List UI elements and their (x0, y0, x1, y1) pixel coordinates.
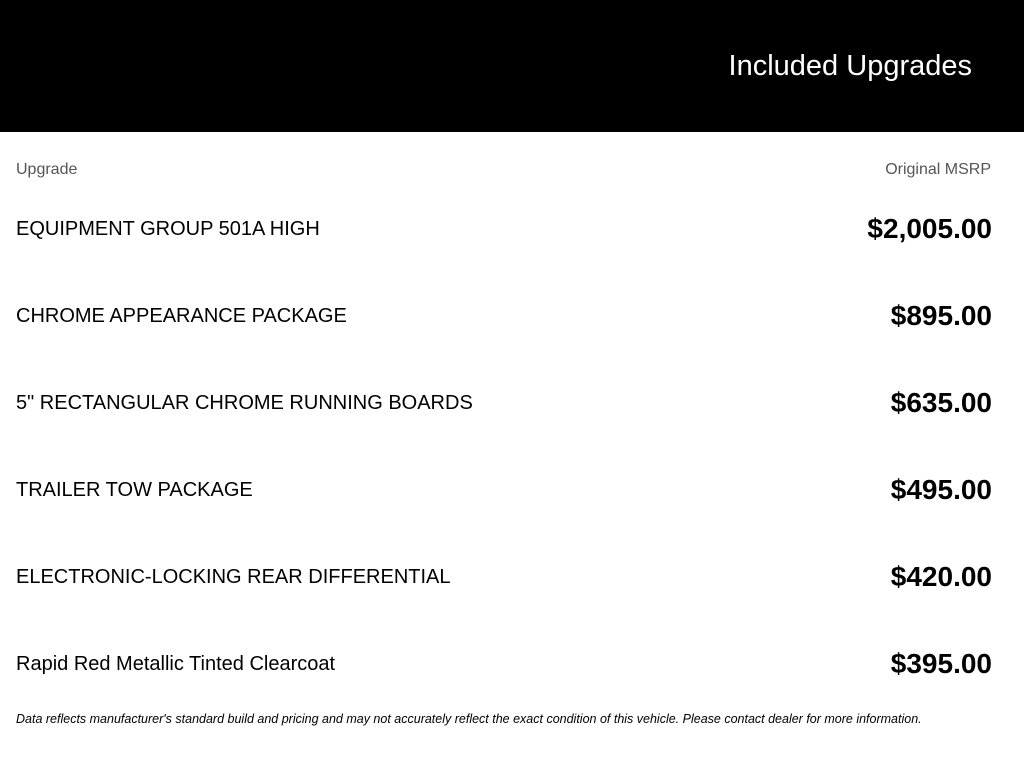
upgrade-price: $495.00 (890, 474, 992, 505)
upgrade-row (16, 445, 992, 532)
upgrade-name: Rapid Red Metallic Tinted Clearcoat (16, 653, 336, 675)
upgrade-name: CHROME APPEARANCE PACKAGE (16, 305, 347, 327)
upgrade-price: $395.00 (890, 648, 992, 679)
upgrade-row (16, 358, 992, 445)
upgrades-list (16, 184, 992, 706)
upgrade-row (16, 532, 992, 619)
upgrade-price: $2,005.00 (867, 213, 992, 244)
upgrade-name: ELECTRONIC-LOCKING REAR DIFFERENTIAL (16, 566, 451, 588)
upgrade-name: 5" RECTANGULAR CHROME RUNNING BOARDS (16, 392, 473, 414)
disclaimer-text: Data reflects manufacturer's standard build and pricing and may not accurately reflect the exact condition of this vehicle. Please contact dealer for more information. (16, 712, 922, 726)
upgrade-price: $895.00 (890, 300, 992, 331)
page-title: Included Upgrades (728, 50, 972, 82)
column-header-msrp: Original MSRP (885, 161, 991, 178)
upgrade-price: $420.00 (890, 561, 992, 592)
upgrade-row (16, 184, 992, 271)
column-header-upgrade: Upgrade (16, 161, 78, 178)
upgrade-row (16, 271, 992, 358)
upgrade-name: EQUIPMENT GROUP 501A HIGH (16, 218, 320, 240)
header-banner (0, 0, 1024, 132)
upgrade-row (16, 619, 992, 706)
upgrade-name: TRAILER TOW PACKAGE (16, 479, 253, 501)
upgrade-price: $635.00 (890, 387, 992, 418)
